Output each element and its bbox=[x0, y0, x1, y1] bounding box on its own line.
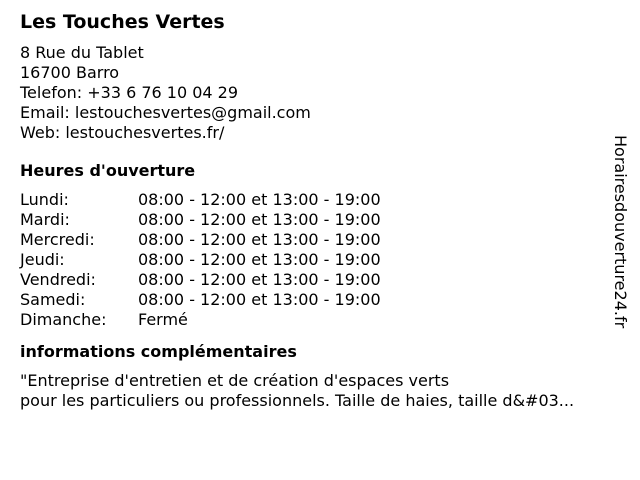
time-value: 08:00 - 12:00 et 13:00 - 19:00 bbox=[138, 270, 381, 289]
day-label: Mercredi: bbox=[20, 230, 95, 249]
day-label: Samedi: bbox=[20, 290, 86, 309]
time-value: 08:00 - 12:00 et 13:00 - 19:00 bbox=[138, 230, 381, 249]
time-value: Fermé bbox=[138, 310, 188, 329]
hours-row-saturday bbox=[20, 290, 620, 310]
street-address: 8 Rue du Tablet bbox=[20, 43, 144, 62]
hours-row-sunday bbox=[20, 310, 620, 330]
additional-info-heading: informations complémentaires bbox=[20, 342, 297, 361]
info-line: "Entreprise d'entretien et de création d'espaces verts bbox=[20, 371, 450, 390]
hours-row-tuesday bbox=[20, 210, 620, 230]
business-name: Les Touches Vertes bbox=[20, 11, 225, 33]
address-block bbox=[20, 43, 620, 143]
website: Web: lestouchesvertes.fr/ bbox=[20, 123, 225, 142]
spacer bbox=[20, 362, 620, 371]
spacer bbox=[20, 143, 620, 161]
day-label: Dimanche: bbox=[20, 310, 107, 329]
time-value: 08:00 - 12:00 et 13:00 - 19:00 bbox=[138, 210, 381, 229]
info-line: pour les particuliers ou professionnels. Taille de haies, taille d&#03... bbox=[20, 391, 575, 410]
hours-row-wednesday bbox=[20, 230, 620, 250]
spacer bbox=[20, 330, 620, 342]
hours-row-thursday bbox=[20, 250, 620, 270]
day-label: Mardi: bbox=[20, 210, 70, 229]
phone-number: Telefon: +33 6 76 10 04 29 bbox=[20, 83, 239, 102]
time-value: 08:00 - 12:00 et 13:00 - 19:00 bbox=[138, 290, 381, 309]
time-value: 08:00 - 12:00 et 13:00 - 19:00 bbox=[138, 190, 381, 209]
hours-row-friday bbox=[20, 270, 620, 290]
day-label: Jeudi: bbox=[20, 250, 65, 269]
opening-hours-heading: Heures d'ouverture bbox=[20, 161, 196, 180]
business-card bbox=[20, 10, 620, 411]
spacer bbox=[20, 181, 620, 190]
additional-info-text bbox=[20, 371, 620, 411]
site-watermark: Horairesdouverture24.fr bbox=[611, 135, 630, 329]
postal-city: 16700 Barro bbox=[20, 63, 120, 82]
hours-row-monday bbox=[20, 190, 620, 210]
day-label: Vendredi: bbox=[20, 270, 96, 289]
opening-hours-table bbox=[20, 190, 620, 330]
time-value: 08:00 - 12:00 et 13:00 - 19:00 bbox=[138, 250, 381, 269]
day-label: Lundi: bbox=[20, 190, 69, 209]
email-address: Email: lestouchesvertes@gmail.com bbox=[20, 103, 311, 122]
